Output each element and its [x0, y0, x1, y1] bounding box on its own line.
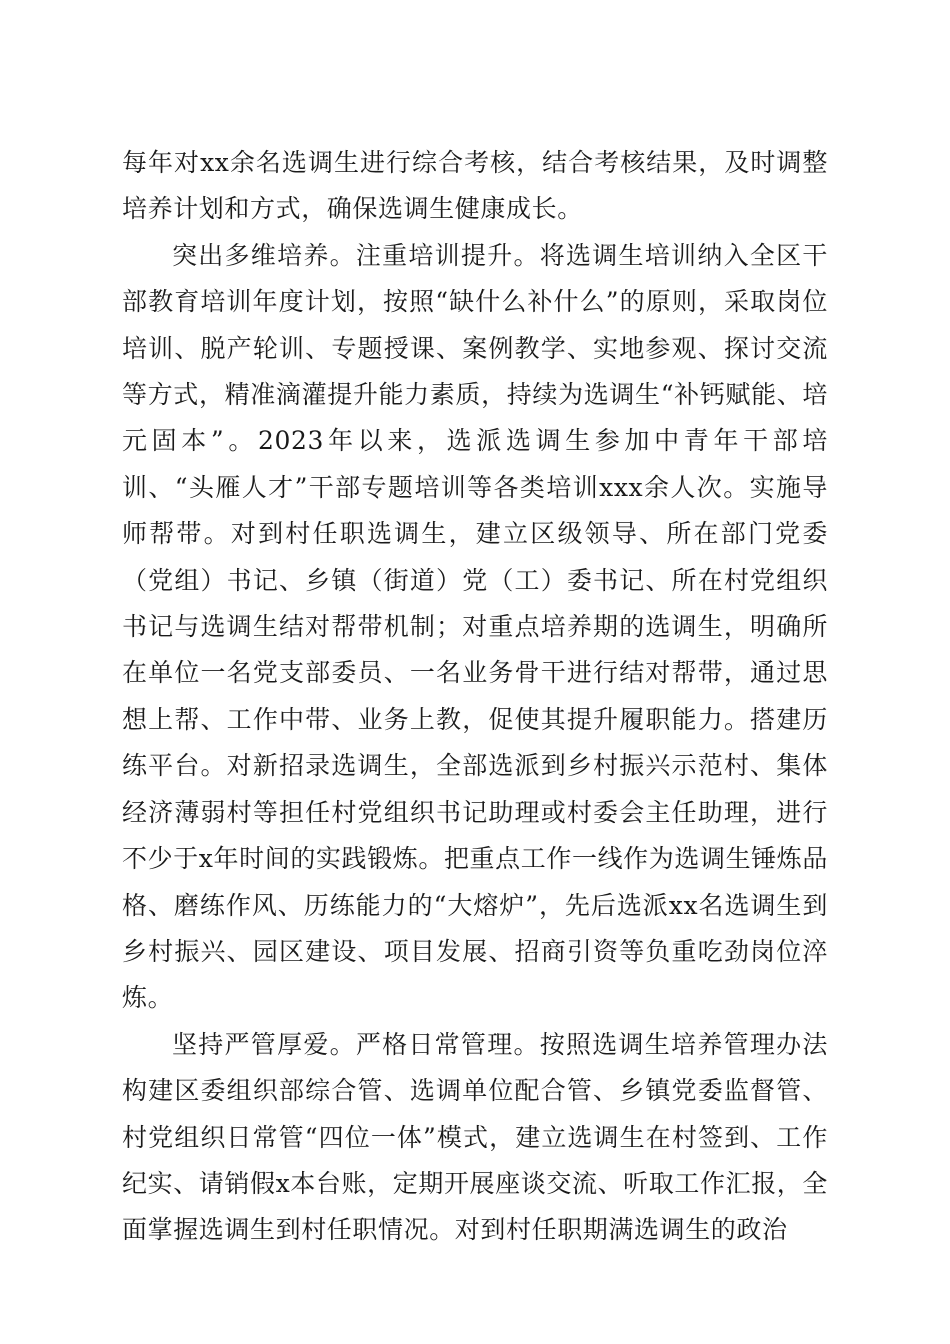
- paragraph-multi-dimensional-training: 突出多维培养。注重培训提升。将选调生培训纳入全区干部教育培训年度计划，按照“缺什么补什么”的原则，采取岗位培训、脱产轮训、专题授课、案例教学、实地参观、探讨交流等方式，精准滴灌提升能力素质，持续为选调生“补钙赋能、培元固本”。2023年以来，选派选调生参加中青年干部培训、“头雁人才”干部专题培训等各类培训xxx余人次。实施导师帮带。对到村任职选调生，建立区级领导、所在部门党委（党组）书记、乡镇（街道）党（工）委书记、所在村党组织书记与选调生结对帮带机制；对重点培养期的选调生，明确所在单位一名党支部委员、一名业务骨干进行结对帮带，通过思想上帮、工作中带、业务上教，促使其提升履职能力。搭建历练平台。对新招录选调生，全部选派到乡村振兴示范村、集体经济薄弱村等担任村党组织书记助理或村委会主任助理，进行不少于x年时间的实践锻炼。把重点工作一线作为选调生锤炼品格、磨练作风、历练能力的“大熔炉”，先后选派xx名选调生到乡村振兴、园区建设、项目发展、招商引资等负重吃劲岗位淬炼。: [122, 240, 828, 1013]
- paragraph-continuation: 每年对xx余名选调生进行综合考核，结合考核结果，及时调整培养计划和方式，确保选调生健康成长。: [122, 148, 828, 224]
- document-body: [122, 140, 828, 1254]
- paragraph-strict-management: 坚持严管厚爱。严格日常管理。按照选调生培养管理办法构建区委组织部综合管、选调单位配合管、乡镇党委监督管、村党组织日常管“四位一体”模式，建立选调生在村签到、工作纪实、请销假x本台账，定期开展座谈交流、听取工作汇报，全面掌握选调生到村任职情况。对到村任职期满选调生的政治: [122, 1029, 828, 1245]
